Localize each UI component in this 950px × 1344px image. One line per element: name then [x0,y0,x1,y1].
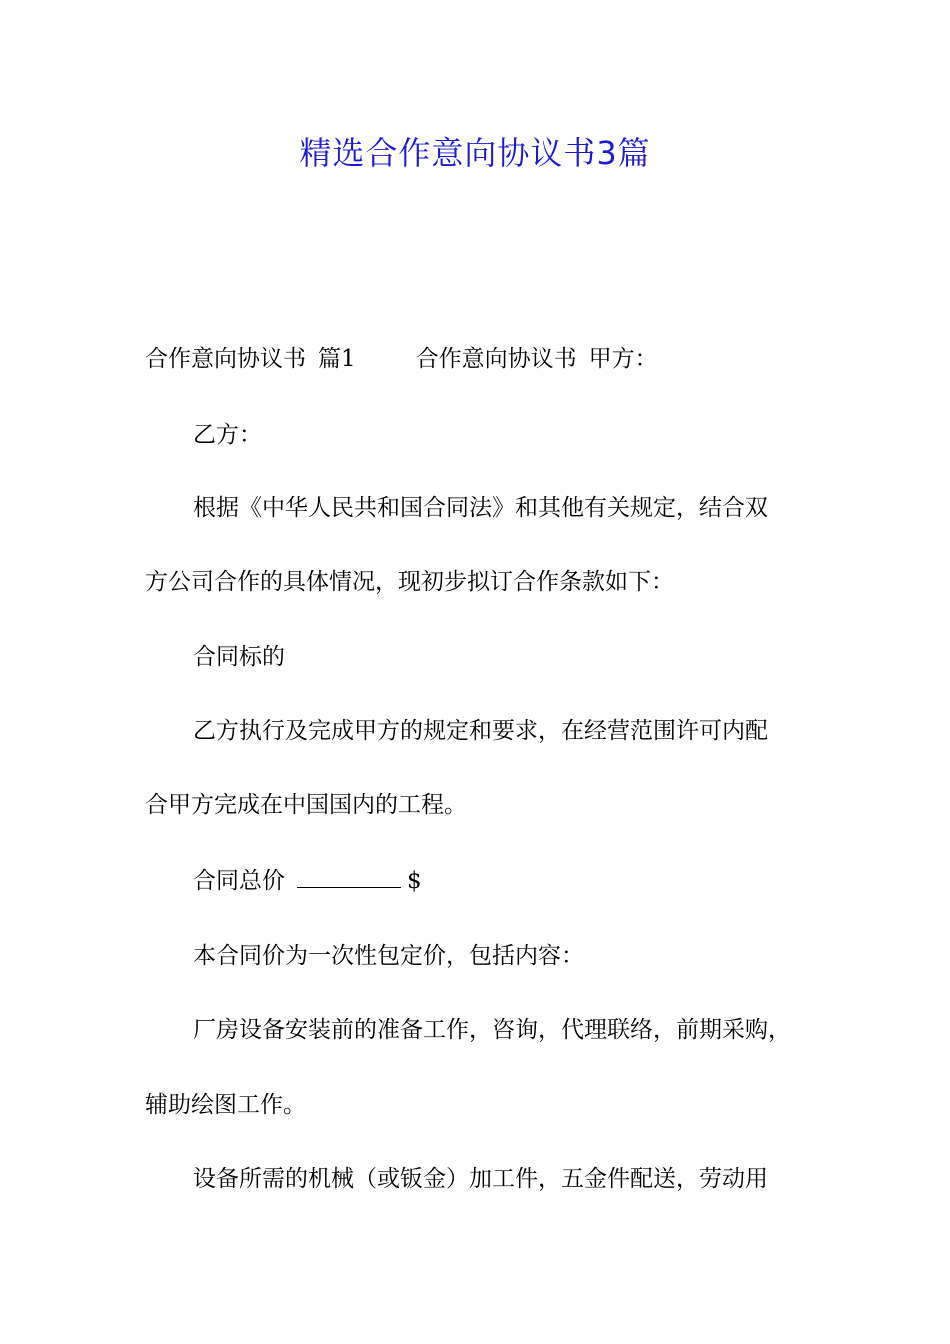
header-part3: 合作意向协议书 [415,346,577,372]
paragraph-1-line-2: 方公司合作的具体情况，现初步拟订合作条款如下： [145,569,674,595]
header-part1: 合作意向协议书 [145,346,306,372]
total-price-blank [297,867,401,888]
section-subject: 合同标的 [193,644,285,670]
paragraph-4-line-1: 厂房设备安装前的准备工作，咨询，代理联络，前期采购， [193,1017,791,1043]
paragraph-3: 本合同价为一次性包定价，包括内容： [193,943,584,969]
document-title: 精选合作意向协议书3篇 [299,134,651,172]
paragraph-5-line-1: 设备所需的机械（或钣金）加工件，五金件配送，劳动用 [193,1166,768,1192]
paragraph-4-line-2: 辅助绘图工作。 [145,1092,306,1118]
party-b-line: 乙方： [193,422,262,448]
paragraph-2-line-2: 合甲方完成在中国国内的工程。 [145,792,467,818]
total-price-currency: $ [407,868,422,894]
total-price-label: 合同总价 [193,868,285,894]
header-part4: 甲方： [588,346,658,372]
header-line [145,344,658,374]
total-price-line [193,866,422,896]
header-part2: 篇1 [318,346,356,372]
paragraph-2-line-1: 乙方执行及完成甲方的规定和要求，在经营范围许可内配 [193,718,768,744]
paragraph-1-line-1: 根据《中华人民共和国合同法》和其他有关规定，结合双 [193,495,768,521]
